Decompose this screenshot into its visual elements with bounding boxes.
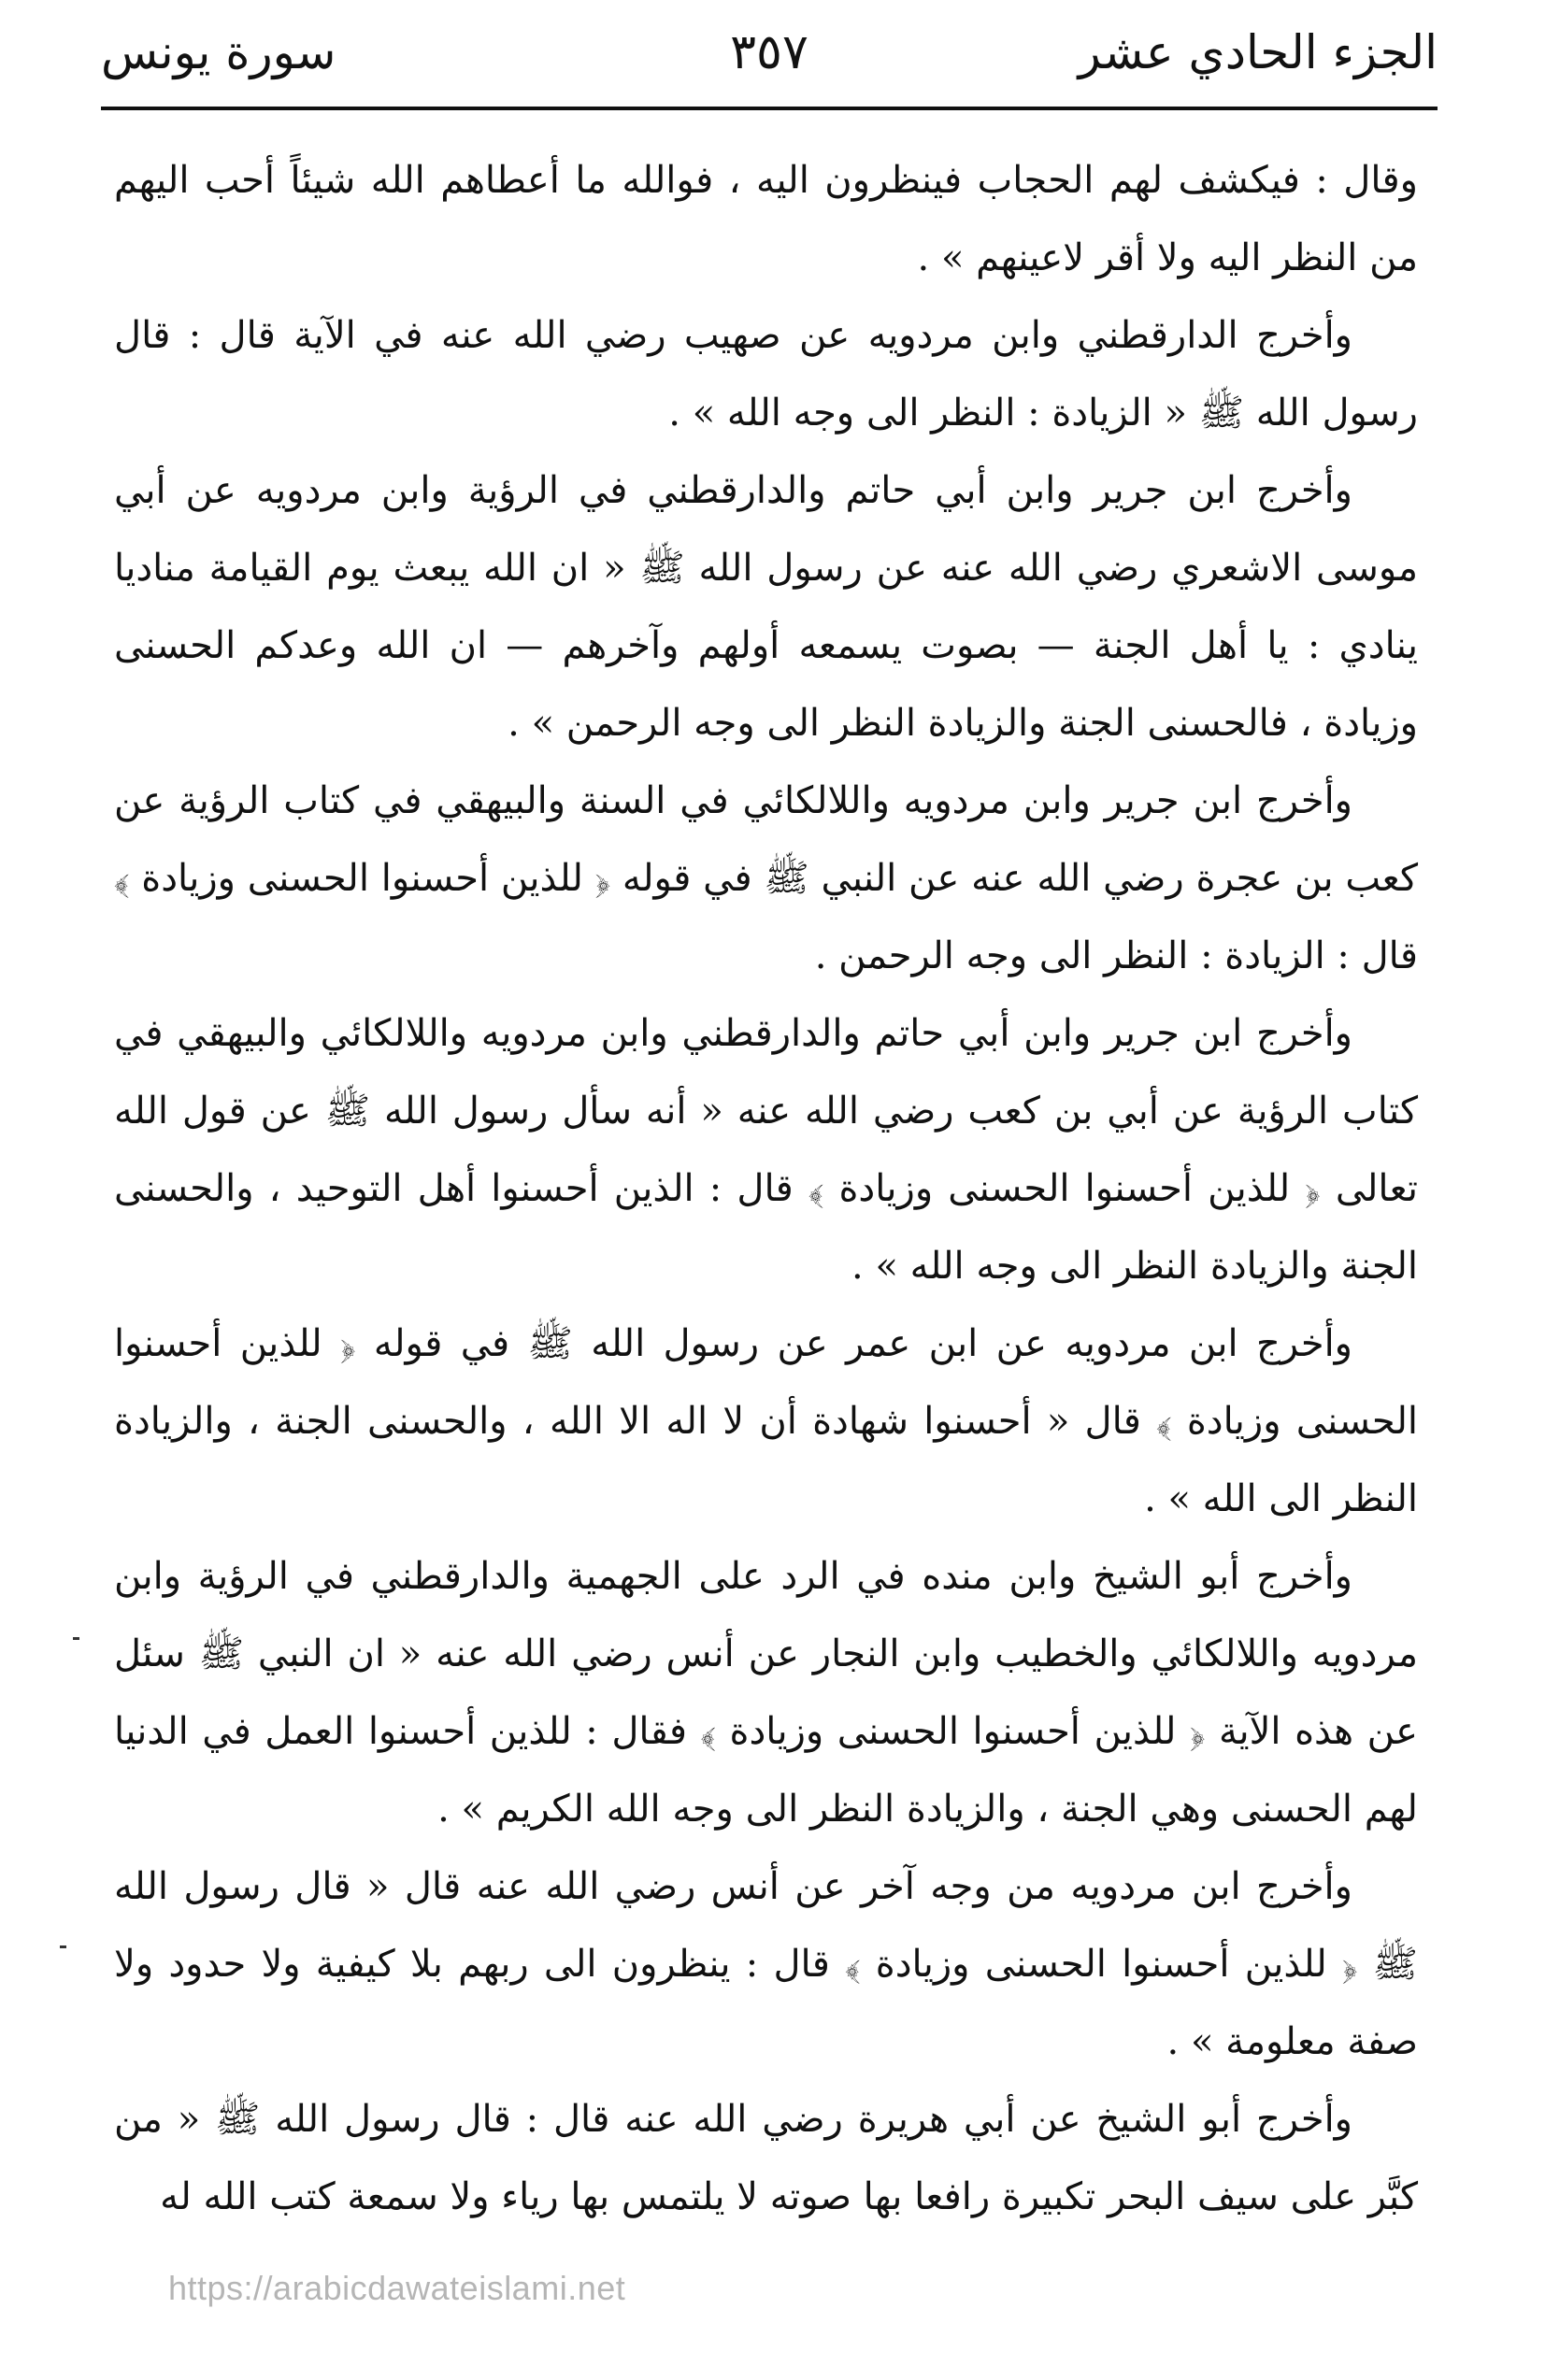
paragraph-9: وأخرج أبو الشيخ عن أبي هريرة رضي الله عنه قال : قال رسول الله ﷺ « من كبَّر على سيف البحر تكبيرة رافعا بها صوته لا يلتمس بها رياء ولا سمعة كتب الله له [114,2098,1418,2218]
paragraph-1: وقال : فيكشف لهم الحجاب فينظرون اليه ، فوالله ما أعطاهم الله شيئاً أحب اليهم من النظر اليه ولا أقر لاعينهم » . [114,159,1418,279]
paragraph-7: وأخرج أبو الشيخ وابن منده في الرد على الجهمية والدارقطني في الرؤية وابن مردويه واللالكائي والخطيب وابن النجار عن أنس رضي الله عنه « ان النبي ﷺ سئل عن هذه الآية ﴿ للذين أحسنوا الحسنى وزيادة ﴾ فقال : للذين أحسنوا العمل في الدنيا لهم الحسنى وهي الجنة ، والزيادة النظر الى وجه الله الكريم » . [114,1555,1418,1831]
paragraph-3: وأخرج ابن جرير وابن أبي حاتم والدارقطني في الرؤية وابن مردويه عن أبي موسى الاشعري رضي الله عنه عن رسول الله ﷺ « ان الله يبعث يوم القيامة مناديا ينادي : يا أهل الجنة — بصوت يسمعه أولهم وآخرهم — ان الله وعدكم الحسنى وزيادة ، فالحسنى الجنة والزيادة النظر الى وجه الرحمن » . [114,469,1418,745]
paragraph-8: وأخرج ابن مردويه من وجه آخر عن أنس رضي الله عنه قال « قال رسول الله ﷺ ﴿ للذين أحسنوا الحسنى وزيادة ﴾ قال : ينظرون الى ربهم بلا كيفية ولا حدود ولا صفة معلومة » . [114,1865,1418,2063]
paragraph-5: وأخرج ابن جرير وابن أبي حاتم والدارقطني وابن مردويه واللالكائي والبيهقي في كتاب الرؤية عن أبي بن كعب رضي الله عنه « أنه سأل رسول الله ﷺ عن قول الله تعالى ﴿ للذين أحسنوا الحسنى وزيادة ﴾ قال : الذين أحسنوا أهل التوحيد ، والحسنى الجنة والزيادة النظر الى وجه الله » . [114,1012,1418,1288]
header-divider [101,107,1438,110]
page-body [114,142,1418,2236]
watermark-url: https://arabicdawateislami.net [168,2269,626,2307]
scan-speck [73,1637,79,1640]
paragraph-6: وأخرج ابن مردويه عن ابن عمر عن رسول الله ﷺ في قوله ﴿ للذين أحسنوا الحسنى وزيادة ﴾ قال « أحسنوا شهادة أن لا اله الا الله ، والحسنى الجنة ، والزيادة النظر الى الله » . [114,1322,1418,1520]
paragraph-4: وأخرج ابن جرير وابن مردويه واللالكائي في السنة والبيهقي في كتاب الرؤية عن كعب بن عجرة رضي الله عنه عن النبي ﷺ في قوله ﴿ للذين أحسنوا الحسنى وزيادة ﴾ قال : الزيادة : النظر الى وجه الرحمن . [114,779,1418,977]
paragraph-2: وأخرج الدارقطني وابن مردويه عن صهيب رضي الله عنه في الآية قال : قال رسول الله ﷺ « الزيادة : النظر الى وجه الله » . [114,314,1418,435]
part-title: الجزء الحادي عشر [1078,25,1438,79]
surah-title: سورة يونس [101,25,336,79]
page-number: ٣٥٧ [730,24,808,80]
page-header [101,17,1438,92]
scan-speck [60,1945,66,1948]
